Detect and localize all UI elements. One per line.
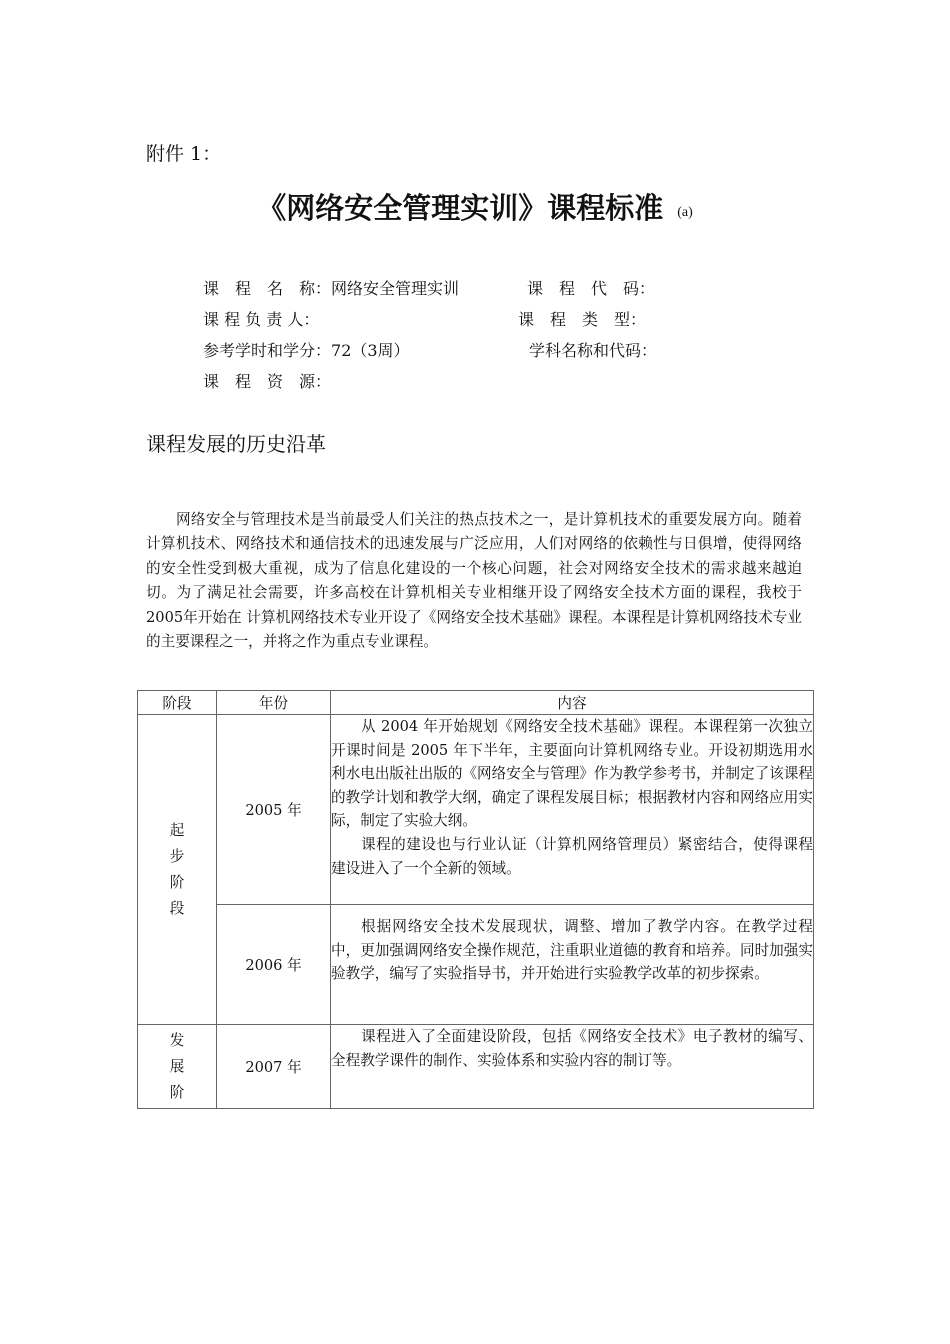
hours-value: 72（3周） <box>331 341 410 360</box>
intro-paragraph: 网络安全与管理技术是当前最受人们关注的热点技术之一，是计算机技术的重要发展方向。随着计算机技术、网络技术和通信技术的迅速发展与广泛应用，人们对网络的依赖性与日俱增，使得网络的安全性受到极大重视，成为了信息化建设的一个核心问题，社会对网络安全技术的需求越来越迫切。为了满足社会需要，许多高校在计算机相关专业相继开设了网络安全技术方面的课程，我校于2005年开始在 计算机网络技术专业开设了《网络安全技术基础》课程。本课程是计算机网络技术专业的主要课程之一，并将之作为重点专业课程。 <box>146 511 802 651</box>
content-paragraph: 根据网络安全技术发展现状，调整、增加了教学内容。在教学过程中，更加强调网络安全操作规范，注重职业道德的教育和培养。同时加强实验教学，编写了实验指导书，并开始进行实验教学改革的初步探索。 <box>331 918 813 983</box>
stage-char: 阶 <box>169 1083 185 1101</box>
content-cell <box>331 1025 814 1109</box>
document-title <box>0 186 950 227</box>
course-code-label: 课 程 代 码： <box>527 279 656 298</box>
year-cell: 2005 年 <box>217 715 331 905</box>
course-name-label: 课 程 名 称： <box>203 279 332 298</box>
table-row <box>138 715 814 905</box>
course-name-line <box>203 276 459 299</box>
stage-develop <box>138 1025 217 1109</box>
stage-char: 发 <box>169 1031 185 1049</box>
stage-char: 起 <box>169 821 185 839</box>
hours-line <box>203 338 410 361</box>
table-header-row <box>138 691 814 715</box>
leader-label: 课 程 负 责 人： <box>203 310 320 329</box>
title-suffix: (a) <box>677 205 693 220</box>
history-table <box>137 690 814 1109</box>
content-cell <box>331 905 814 1025</box>
subject-label: 学科名称和代码： <box>529 341 658 360</box>
stage-start <box>138 715 217 1025</box>
stage-char: 展 <box>169 1057 185 1075</box>
course-type-label: 课 程 类 型： <box>518 310 647 329</box>
table-row <box>138 905 814 1025</box>
section-heading: 课程发展的历史沿革 <box>146 432 326 456</box>
content-cell <box>331 715 814 905</box>
title-main: 《网络安全管理实训》课程标准 <box>257 191 664 225</box>
hours-label: 参考学时和学分： <box>203 341 332 360</box>
year-cell: 2006 年 <box>217 905 331 1025</box>
table-row <box>138 1025 814 1109</box>
content-paragraph: 课程的建设也与行业认证（计算机网络管理员）紧密结合，使得课程建设进入了一个全新的领域。 <box>331 835 813 877</box>
content-paragraph: 从 2004 年开始规划《网络安全技术基础》课程。本课程第一次独立开课时间是 2005 年下半年，主要面向计算机网络专业。开设初期选用水利水电出版社出版的《网络安全与管理》作为教学参考书，并制定了该课程的教学计划和教学大纲，确定了课程发展目标；根据教材内容和网络应用实际，制定了实验大纲。 <box>331 718 813 830</box>
header-year: 年份 <box>217 691 331 715</box>
attachment-label: 附件 1： <box>146 143 222 165</box>
stage-char: 阶 <box>169 873 185 891</box>
header-content: 内容 <box>331 691 814 715</box>
header-stage: 阶段 <box>138 691 217 715</box>
year-cell: 2007 年 <box>217 1025 331 1109</box>
content-paragraph: 课程进入了全面建设阶段，包括《网络安全技术》电子教材的编写、全程教学课件的制作、实验体系和实验内容的制订等。 <box>331 1028 813 1069</box>
course-name-value: 网络安全管理实训 <box>331 279 460 298</box>
resource-label: 课 程 资 源： <box>203 372 332 391</box>
stage-char: 步 <box>169 847 185 865</box>
stage-char: 段 <box>169 899 185 917</box>
